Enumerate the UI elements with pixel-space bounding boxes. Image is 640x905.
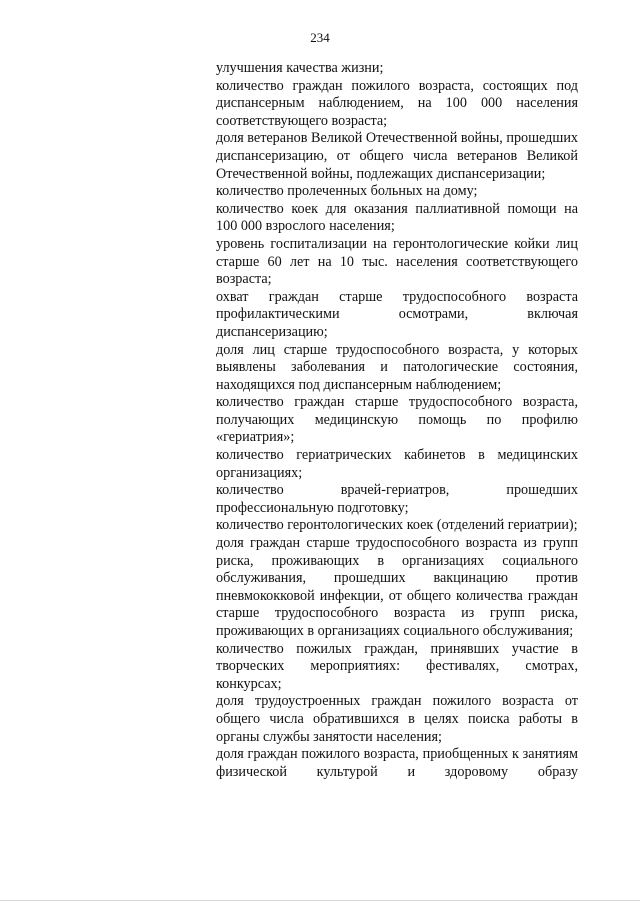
page-number: 234 [310, 30, 330, 45]
list-item: доля ветеранов Великой Отечественной войны, прошедших диспансеризацию, от общего числа ветеранов Великой Отечественной войны, подлежащих диспансеризации; [216, 130, 579, 182]
list-item: количество граждан пожилого возраста, состоящих под диспансерным наблюдением, на 100 000 населения соответствующего возраста; [216, 77, 578, 129]
list-item: количество врачей-гериатров, прошедших профессиональную подготовку; [216, 482, 578, 516]
page-bottom-rule [0, 900, 640, 901]
list-item: улучшения качества жизни; [216, 60, 384, 76]
list-item: количество коек для оказания паллиативной помощи на 100 000 взрослого населения; [216, 200, 578, 235]
list-item: уровень госпитализации на геронтологические койки лиц старше 60 лет на 10 тыс. населения соответствующего возраста; [216, 235, 578, 288]
list-item: охват граждан старше трудоспособного возраста профилактическими осмотрами, включая диспансеризацию; [216, 288, 578, 340]
list-item: количество геронтологических коек (отделений гериатрии); [216, 517, 578, 534]
list-item: количество граждан старше трудоспособного возраста, получающих медицинскую помощь по профилю «гериатрия»; [216, 394, 578, 446]
list-item: количество пролеченных больных на дому; [216, 183, 478, 200]
list-item: доля граждан старше трудоспособного возраста из групп риска, проживающих в организациях социального обслуживания, прошедших вакцинацию против пневмококковой инфекции, от общего количества граждан старше трудоспособного возраста из групп риска, проживающих в организациях социального обслуживания; [216, 535, 578, 639]
list-item: количество пожилых граждан, принявших участие в творческих мероприятиях: фестивалях, смотрах, конкурсах; [216, 640, 578, 692]
list-item: доля трудоустроенных граждан пожилого возраста от общего числа обратившихся в целях поиска работы в органы службы занятости населения; [216, 693, 578, 745]
document-body [216, 60, 578, 781]
list-item: доля граждан пожилого возраста, приобщенных к занятиям физической культурой и здоровому образу [216, 746, 578, 780]
list-item: количество гериатрических кабинетов в медицинских организациях; [216, 447, 578, 481]
list-item: доля лиц старше трудоспособного возраста, у которых выявлены заболевания и патологические состояния, находящихся под диспансерным наблюдением; [216, 341, 578, 393]
